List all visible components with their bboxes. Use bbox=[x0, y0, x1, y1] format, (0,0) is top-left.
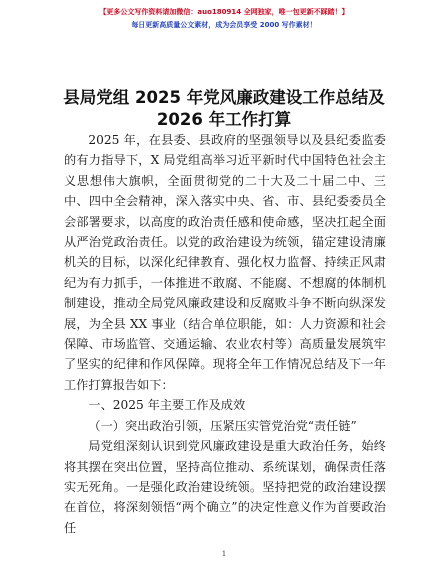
page-number: 1 bbox=[221, 549, 227, 558]
document-body bbox=[64, 130, 386, 538]
section-heading: 一、2025 年主要工作及成效 bbox=[88, 398, 246, 413]
subsection-heading: （一）突出政治引领，压紧压实管党治党“责任链” bbox=[88, 418, 357, 433]
promo-banner-line-2: 每日更新高质量公文素材，成为会员享受 2000 写作素材！ bbox=[131, 21, 317, 29]
document-title-line-1: 县局党组 2025 年党风廉政建设工作总结及 bbox=[63, 88, 385, 107]
body-paragraph: 局党组深刻认识到党风廉政建设是重大政治任务，始终将其摆在突出位置，坚持高位推动、系统谋划，确保责任落实无死角。一是强化政治建设统领。坚持把党的政治建设摆在首位，将深刻领悟“两个确立”的决定性意义作为首要政治任 bbox=[64, 439, 386, 535]
promo-banner-line-1: 【更多公文写作资料请加微信：auo180914 全网独家，唯一包更新不踩踏！】 bbox=[99, 8, 349, 16]
document-title-line-2: 2026 年工作打算 bbox=[156, 110, 292, 129]
intro-paragraph: 2025 年，在县委、县政府的坚强领导以及县纪委监委的有力指导下，X 局党组高举习近平新时代中国特色社会主义思想伟大旗帜，全面贯彻党的二十大及二十届二中、三中、四中全会精神，深入落实中央、省、市、县纪委委员全会部署要求，以高度的政治责任感和使命感，坚决扛起全面从严治党政治责任。以党的政治建设为统领，锚定建设清廉机关的目标，以深化纪律教育、强化权力监督、持续正风肃纪为有力抓手，一体推进不敢腐、不能腐、不想腐的体制机制建设，推动全局党风廉政建设和反腐败斗争不断向纵深发展，为全县 XX 事业（结合单位职能，如：人力资源和社会保障、市场监管、交通运输、农业农村等）高质量发展筑牢了坚实的纪律和作风保障。现将全年工作情况总结及下一年工作打算报告如下： bbox=[64, 133, 386, 392]
